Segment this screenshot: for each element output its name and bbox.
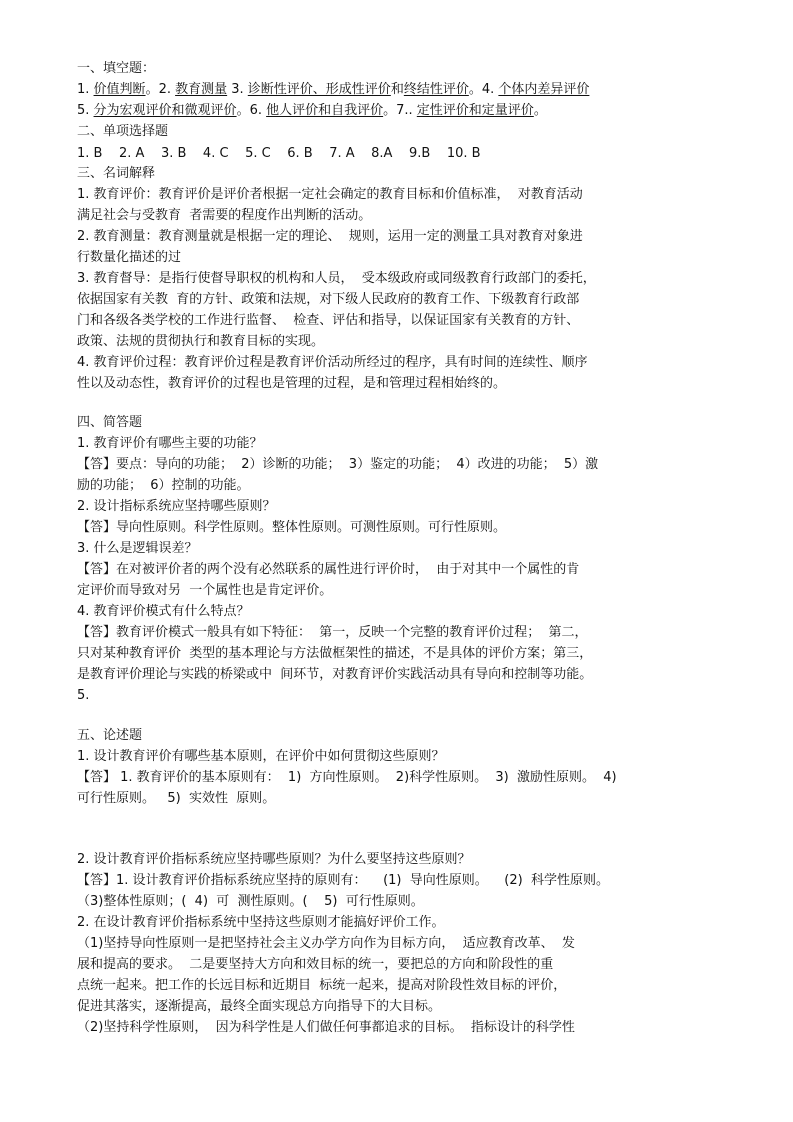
short-answer-line: 【答】导向性原则。科学性原则。整体性原则。可测性原则。可行性原则。 — [77, 520, 507, 535]
essay-line: 展和提高的要求。 二是要坚持大方向和效目标的统一，要把总的方向和阶段性的重 — [77, 957, 554, 972]
short-answer-line: 2. 设计指标系统应坚持哪些原则？ — [77, 499, 276, 514]
fill-blank-number: 。7.. — [383, 103, 417, 118]
fill-blank-number: 1. — [77, 82, 94, 97]
short-answer-line: 是教育评价理论与实践的桥梁或中 间环节，对教育评价实践活动具有导向和控制等功能。 — [77, 667, 593, 682]
term-line: 2. 教育测量：教育测量就是根据一定的理论、 规则，运用一定的测量工具对教育对象进 — [77, 229, 583, 244]
fill-blank-answer-2: 教育测量 — [175, 82, 228, 97]
essay-line: 2. 设计教育评价指标系统应坚持哪些原则？为什么要坚持这些原则？ — [77, 852, 471, 867]
fill-blank-answers-line-2 — [77, 100, 717, 121]
section-heading-fill-blank: 一、填空题： — [77, 61, 156, 76]
term-line: 政策、法规的贯彻执行和教育目标的实现。 — [77, 334, 325, 349]
fill-blank-answer-4: 个体内差异评价 — [498, 82, 590, 97]
short-answer-line: 只对某种教育评价 类型的基本理论与方法做框架性的描述，不是具体的评价方案；第三， — [77, 646, 593, 661]
term-line: 依据国家有关教 育的方针、政策和法规，对下级人民政府的教育工作、下级教育行政部 — [77, 292, 580, 307]
fill-blank-number: 。6. — [236, 103, 267, 118]
term-line: 4. 教育评价过程：教育评价过程是教育评价活动所经过的程序，具有时间的连续性、顺序 — [77, 355, 588, 370]
term-line: 1. 教育评价：教育评价是评价者根据一定社会确定的教育目标和价值标准， 对教育活动 — [77, 187, 583, 202]
fill-blank-answer-7: 定性评价和定量评价 — [416, 103, 534, 118]
essay-line: 1. 设计教育评价有哪些基本原则，在评价中如何贯彻这些原则？ — [77, 749, 445, 764]
fill-blank-answer-3b: 终结性评价 — [403, 82, 469, 97]
short-answer-line: 1. 教育评价有哪些主要的功能？ — [77, 436, 263, 451]
fill-blank-number: 3. — [227, 82, 248, 97]
fill-blank-answer-6: 他人评价和自我评价 — [266, 103, 384, 118]
fill-blank-answer-5: 分为宏观评价和微观评价 — [93, 103, 237, 118]
section-heading-terms: 三、名词解释 — [77, 166, 156, 181]
essay-line: （2)坚持科学性原则， 因为科学性是人们做任何事都追求的目标。 指标设计的科学性 — [77, 1020, 575, 1035]
fill-blank-number: 。2. — [145, 82, 176, 97]
essay-line: 【答】1. 设计教育评价指标系统应坚持的原则有： (1) 导向性原则。 (2) 科学性原则。 — [77, 873, 609, 888]
section-heading-essay: 五、论述题 — [77, 728, 143, 743]
fill-blank-number: 5. — [77, 103, 94, 118]
term-line: 门和各级各类学校的工作进行监督、 检查、评估和指导，以保证国家有关教育的方针、 — [77, 313, 580, 328]
short-answer-line: 4. 教育评价模式有什么特点？ — [77, 604, 250, 619]
fill-blank-number: 。4. — [468, 82, 499, 97]
essay-line: 可行性原则。 5) 实效性 原则。 — [77, 791, 276, 806]
fill-blank-end: 。 — [533, 103, 547, 118]
short-answer-line: 【答】教育评价模式一般具有如下特征： 第一，反映一个完整的教育评价过程； 第二， — [77, 625, 588, 640]
term-line: 性以及动态性，教育评价的过程也是管理的过程，是和管理过程相始终的。 — [77, 376, 507, 391]
term-line: 行数量化描述的过 — [77, 250, 182, 265]
essay-line: （1)坚持导向性原则一是把坚持社会主义办学方向作为目标方向， 适应教育改革、 发 — [77, 936, 575, 951]
single-choice-answers: 1. B 2. A 3. B 4. C 5. C 6. B 7. A 8.A 9.B 10. B — [77, 146, 481, 161]
essay-line: （3)整体性原则；( 4) 可 测性原则。( 5) 可行性原则。 — [77, 894, 424, 909]
essay-line: 点统一起来。把工作的长远目标和近期目 标统一起来，提高对阶段性效目标的评价， — [77, 978, 567, 993]
essay-line: 促进其落实，逐渐提高，最终全面实现总方向指导下的大目标。 — [77, 999, 442, 1014]
short-answer-line: 3. 什么是逻辑误差？ — [77, 541, 198, 556]
short-answer-line: 励的功能； 6）控制的功能。 — [77, 478, 250, 493]
essay-line: 【答】 1. 教育评价的基本原则有： 1) 方向性原则。 2)科学性原则。 3) 激励性原则。 4) — [77, 770, 617, 785]
term-line: 满足社会与受教育 者需要的程度作出判断的活动。 — [77, 208, 372, 223]
short-answer-line: 定评价而导致对另 一个属性也是肯定评价。 — [77, 583, 333, 598]
essay-line: 2. 在设计教育评价指标系统中坚持这些原则才能搞好评价工作。 — [77, 915, 445, 930]
section-heading-short-answer: 四、简答题 — [77, 415, 143, 430]
fill-blank-answers-line-1 — [77, 79, 717, 100]
term-line: 3. 教育督导：是指行使督导职权的机构和人员， 受本级政府或同级教育行政部门的委托， — [77, 271, 596, 286]
short-answer-line: 【答】要点：导向的功能； 2）诊断的功能； 3）鉴定的功能； 4）改进的功能； 5）激 — [77, 457, 599, 472]
fill-blank-joiner: 和 — [390, 82, 404, 97]
section-heading-single-choice: 二、单项选择题 — [77, 124, 169, 139]
short-answer-line: 5. — [77, 688, 90, 703]
fill-blank-answer-1: 价值判断 — [93, 82, 146, 97]
fill-blank-answer-3a: 诊断性评价、形成性评价 — [247, 82, 391, 97]
short-answer-line: 【答】在对被评价者的两个没有必然联系的属性进行评价时， 由于对其中一个属性的肯 — [77, 562, 580, 577]
